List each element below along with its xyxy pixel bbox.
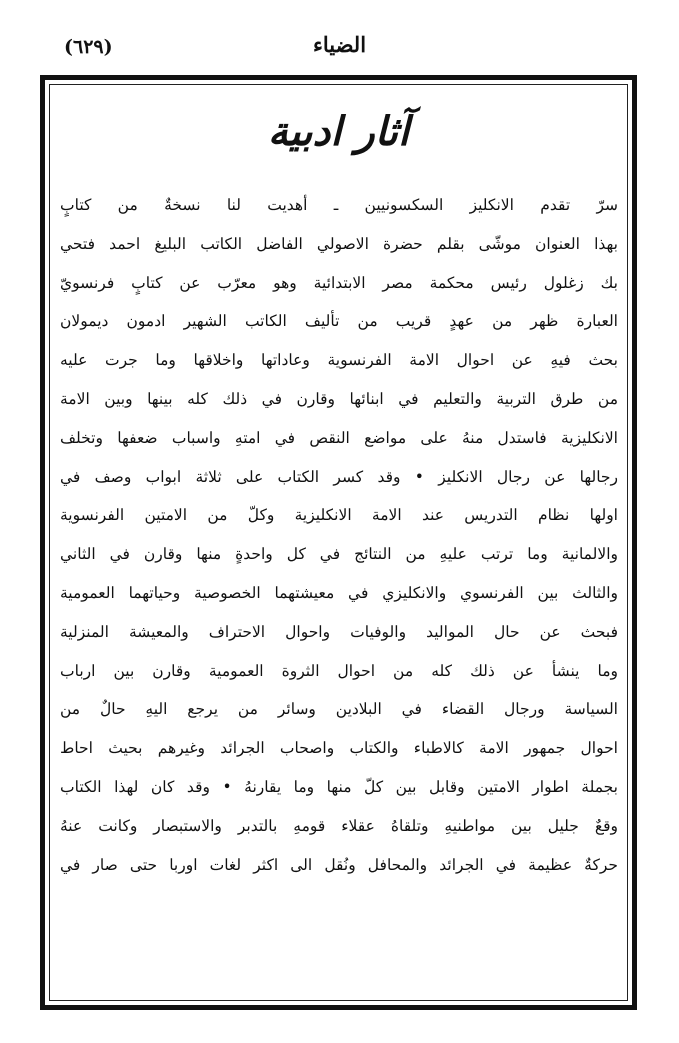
text-line: والالمانية وما ترتب عليهِ من النتائج في كل واحدةٍ منها وقارن في الثاني <box>60 545 618 564</box>
text-line: بهذا العنوان موشّى بقلم حضرة الاصولي الفاضل الكاتب البليغ احمد فتحي <box>60 234 618 253</box>
text-line: وقعٌ جليل بين مواطنيهِ وتلقاهُ عقلاء قومهِ بالتدبر والاستبصار وكانت عنهُ <box>60 816 618 835</box>
text-line: بجملة اطوار الامتين وقابل بين كلّ منها وما يقارنهُ • وقد كان لهذا الكتاب <box>60 777 618 796</box>
text-line: الانكليزية فاستدل منهُ على مواضع النقص في امتهِ واسباب ضعفها وتخلف <box>60 428 618 447</box>
text-line: بحث فيهِ عن احوال الامة الفرنسوية وعاداتها واخلاقها وما جرت عليه <box>60 351 618 370</box>
text-line: احوال جمهور الامة كالاطباء والكتاب واصحاب الجرائد وغيرهم بحيث احاط <box>60 739 618 758</box>
text-line: فبحث عن حال المواليد والوفيات واحوال الاحتراف والمعيشة المنزلية <box>60 622 618 641</box>
text-line: العبارة ظهر من عهدٍ قريب من تأليف الكاتب الشهير ادمون ديمولان <box>60 312 618 331</box>
text-line: من طرق التربية والتعليم في ابنائها وقارن في ذلك كله بينها وبين الامة <box>60 389 618 408</box>
text-line: اولها نظام التدريس عند الامة الانكليزية وكلّ من الامتين الفرنسوية <box>60 506 618 525</box>
running-head: الضياء <box>312 32 367 57</box>
body-text <box>60 186 618 884</box>
text-line: وما ينشأ عن ذلك كله من احوال الثروة العمومية وقارن بين ارباب <box>60 661 618 680</box>
page-number: (٦٢٩) <box>64 36 113 58</box>
text-line: حركةٌ عظيمة في الجرائد والمحافل ونُقل الى اكثر لغات اوربا حتى صار في <box>60 855 618 874</box>
text-line: السياسة ورجال القضاء في البلادين وسائر من يرجع اليهِ حالٌ من <box>60 700 618 719</box>
text-line: سرّ تقدم الانكليز السكسونيين ـ أهديت لنا نسخةٌ من كتابٍ <box>60 196 618 214</box>
text-line: بك زغلول رئيس محكمة مصر الابتدائية وهو معرّب عن كتابٍ فرنسويّ <box>60 273 618 292</box>
section-title: آثار ادبية <box>267 108 410 155</box>
text-line: والثالث بين الفرنسوي والانكليزي في معيشتهما الخصوصية وحياتهما العمومية <box>60 583 618 602</box>
text-line: رجالها عن رجال الانكليز • وقد كسر الكتاب على ثلاثة ابواب وصف في <box>60 467 618 486</box>
